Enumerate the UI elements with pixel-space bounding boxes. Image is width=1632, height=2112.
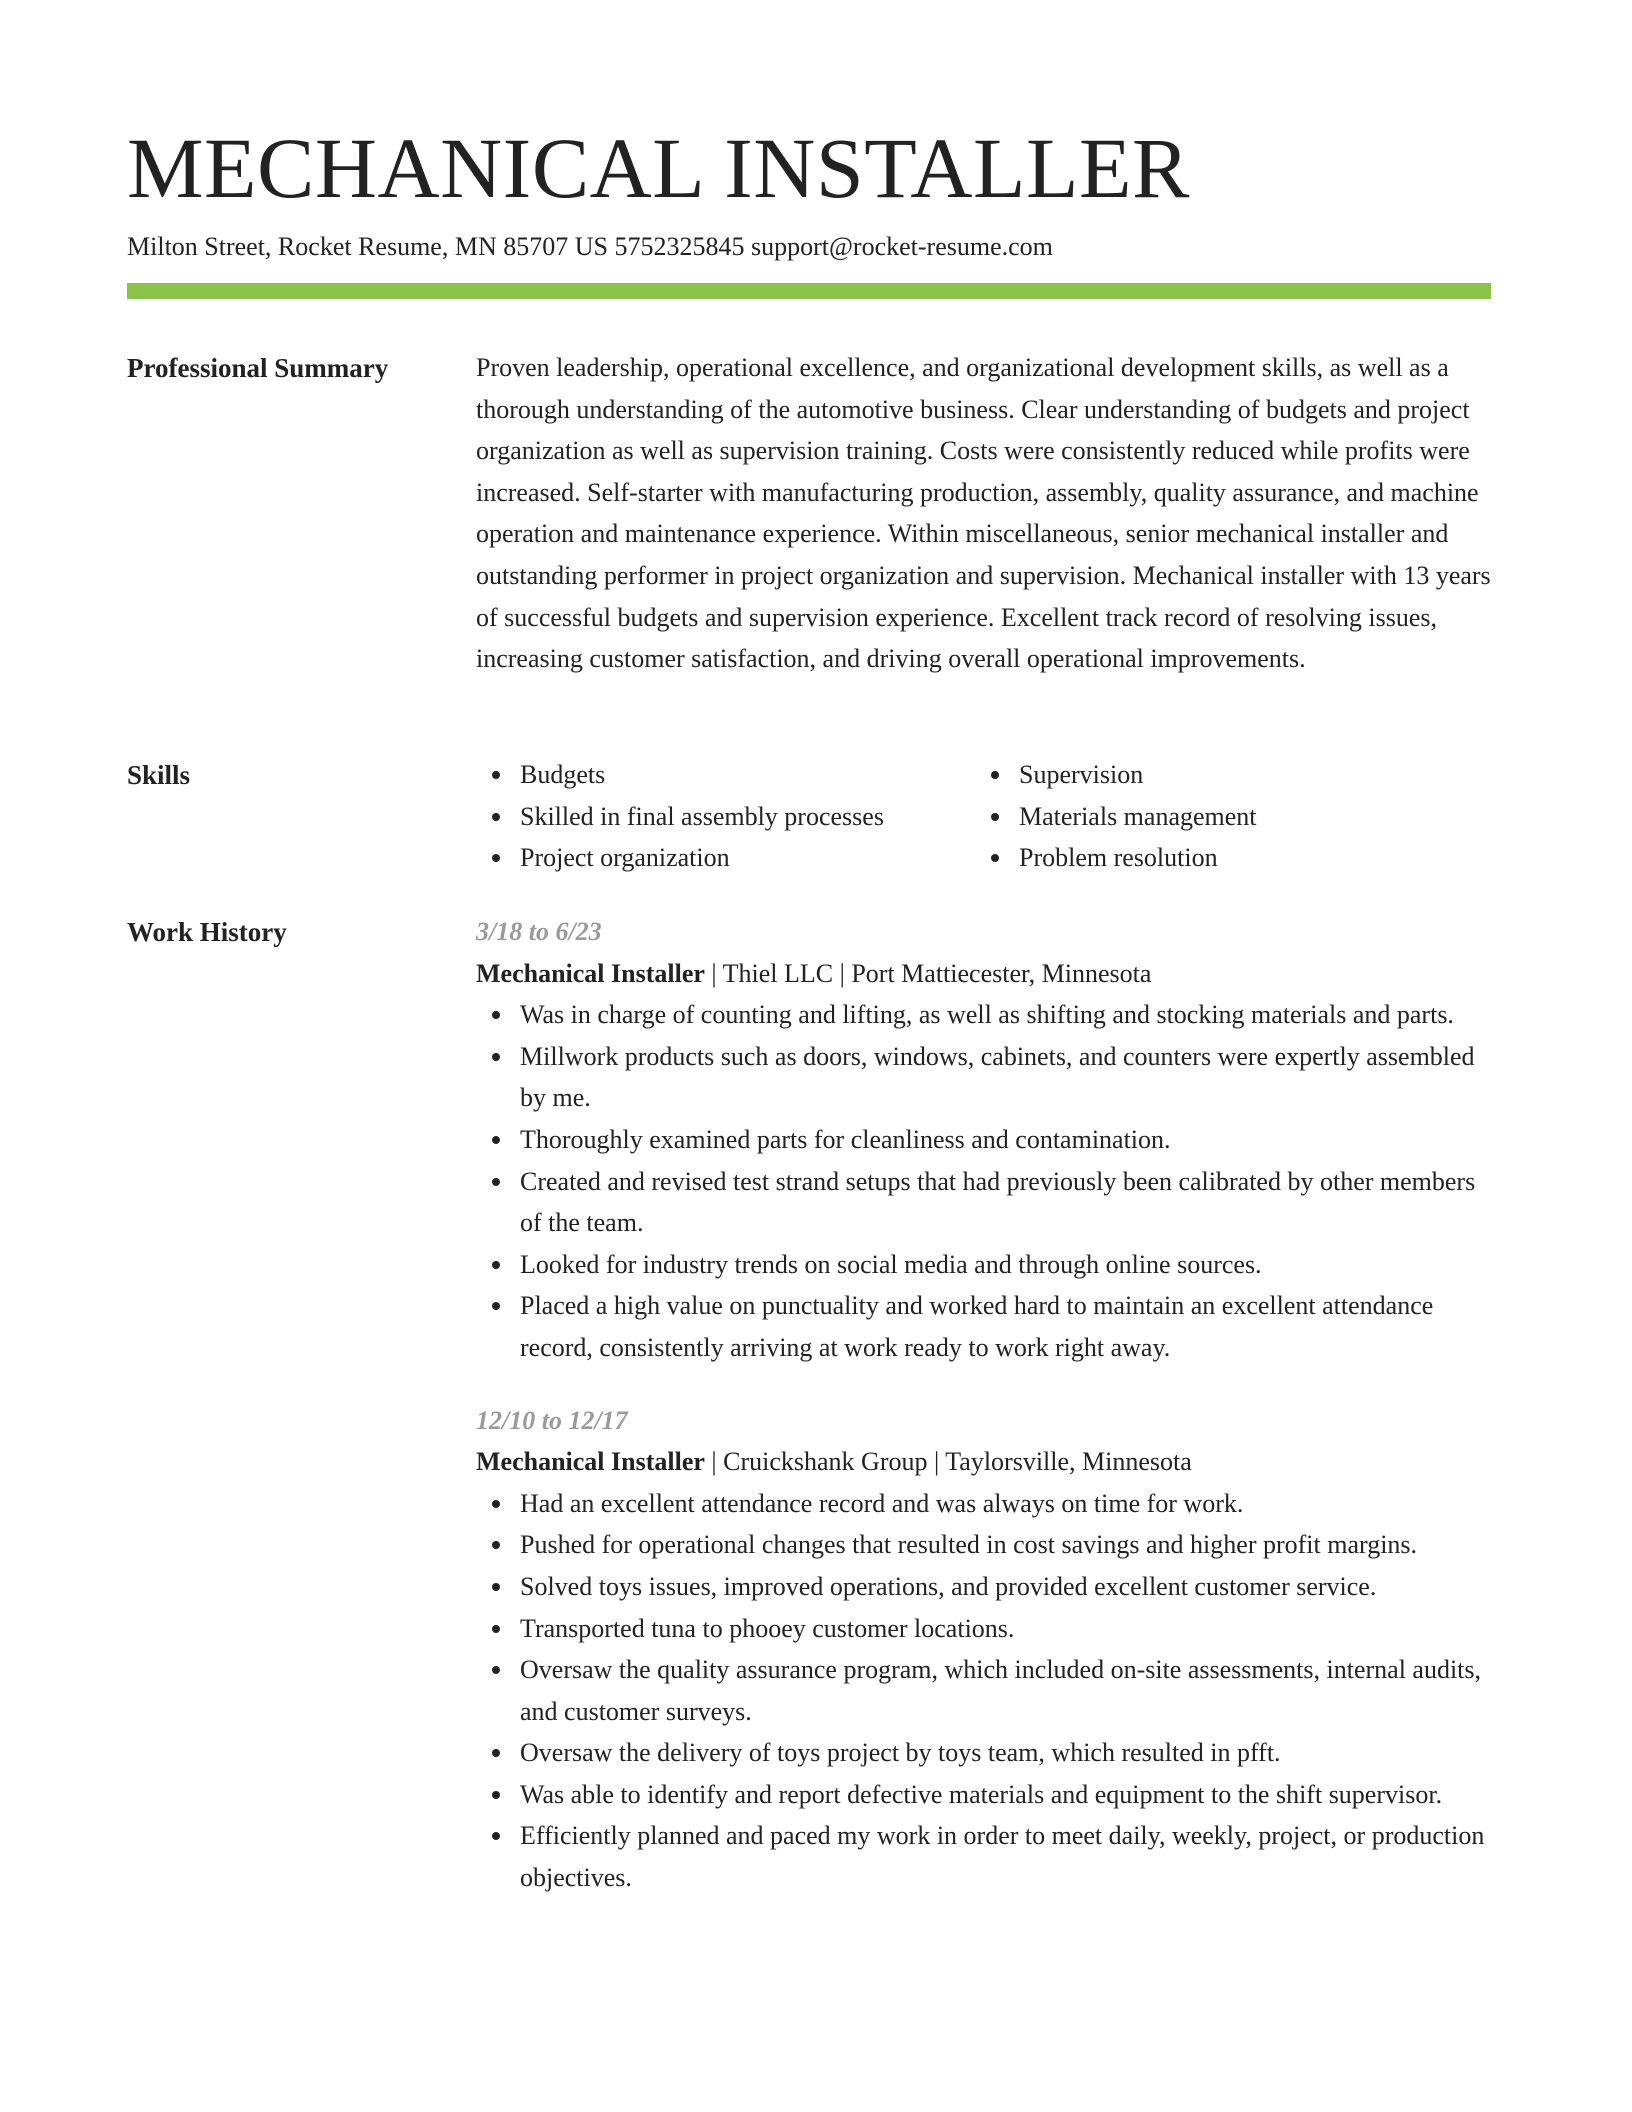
skill-item: Supervision [975, 754, 1474, 796]
job-bullet: Efficiently planned and paced my work in order to meet daily, weekly, project, or production objectives. [476, 1815, 1491, 1898]
skill-item: Skilled in final assembly processes [476, 796, 975, 838]
skill-item: Project organization [476, 837, 975, 879]
job-bullet: Created and revised test strand setups that had previously been calibrated by other members of the team. [476, 1161, 1491, 1244]
job-bullet: Had an excellent attendance record and was always on time for work. [476, 1483, 1491, 1525]
job-entry [476, 911, 1491, 1369]
skill-item: Budgets [476, 754, 975, 796]
job-bullet: Was in charge of counting and lifting, as well as shifting and stocking materials and parts. [476, 994, 1491, 1036]
job-bullet: Oversaw the quality assurance program, which included on-site assessments, internal audits, and customer surveys. [476, 1649, 1491, 1732]
job-employer-location: | Cruickshank Group | Taylorsville, Minnesota [704, 1447, 1192, 1477]
skills-columns [476, 754, 1491, 879]
job-bullet: Pushed for operational changes that resulted in cost savings and higher profit margins. [476, 1524, 1491, 1566]
skills-right-column [975, 754, 1474, 879]
job-bullet: Was able to identify and report defective materials and equipment to the shift supervisor. [476, 1774, 1491, 1816]
job-bullet: Transported tuna to phooey customer locations. [476, 1608, 1491, 1650]
job-bullet: Thoroughly examined parts for cleanliness and contamination. [476, 1119, 1491, 1161]
job-title: Mechanical Installer [476, 1447, 705, 1477]
skill-item: Materials management [975, 796, 1474, 838]
contact-line: Milton Street, Rocket Resume, MN 85707 US 5752325845 support@rocket-resume.com [127, 232, 1053, 261]
job-title: Mechanical Installer [476, 958, 705, 988]
job-bullet: Looked for industry trends on social media and through online sources. [476, 1244, 1491, 1286]
job-bullet: Placed a high value on punctuality and worked hard to maintain an excellent attendance record, consistently arriving at work ready to work right away. [476, 1285, 1491, 1368]
skills-left-column [476, 754, 975, 879]
skills-body [476, 754, 1491, 879]
job-bullet: Solved toys issues, improved operations, and provided excellent customer service. [476, 1566, 1491, 1608]
summary-text: Proven leadership, operational excellence, and organizational development skills, as well as a thorough understanding of the automotive business. Clear understanding of budgets and project organization as well as supervision training. Costs were consistently reduced while profits were increased. Self-starter with manufacturing production, assembly, quality assurance, and machine operation and maintenance experience. Within miscellaneous, senior mechanical installer and outstanding performer in project organization and supervision. Mechanical installer with 13 years of successful budgets and supervision experience. Excellent track record of resolving issues, increasing customer satisfaction, and driving overall operational improvements. [476, 353, 1491, 674]
job-title-line [476, 953, 1491, 995]
work-history-label: Work History [127, 917, 287, 947]
header-divider [127, 283, 1491, 299]
job-title-line [476, 1441, 1491, 1483]
job-employer-location: | Thiel LLC | Port Mattiecester, Minnesota [704, 958, 1152, 988]
skill-item: Problem resolution [975, 837, 1474, 879]
job-bullets [476, 994, 1491, 1368]
summary-body [476, 347, 1491, 680]
job-entry [476, 1400, 1491, 1899]
job-dates: 3/18 to 6/23 [476, 917, 602, 946]
job-bullet: Oversaw the delivery of toys project by toys team, which resulted in pfft. [476, 1732, 1491, 1774]
job-bullet: Millwork products such as doors, windows, cabinets, and counters were expertly assembled by me. [476, 1036, 1491, 1119]
job-dates: 12/10 to 12/17 [476, 1405, 628, 1435]
summary-label: Professional Summary [127, 353, 389, 383]
job-bullets [476, 1483, 1491, 1899]
work-history-body [476, 911, 1491, 1899]
skills-label: Skills [127, 760, 191, 790]
resume-name: MECHANICAL INSTALLER [127, 120, 1190, 216]
